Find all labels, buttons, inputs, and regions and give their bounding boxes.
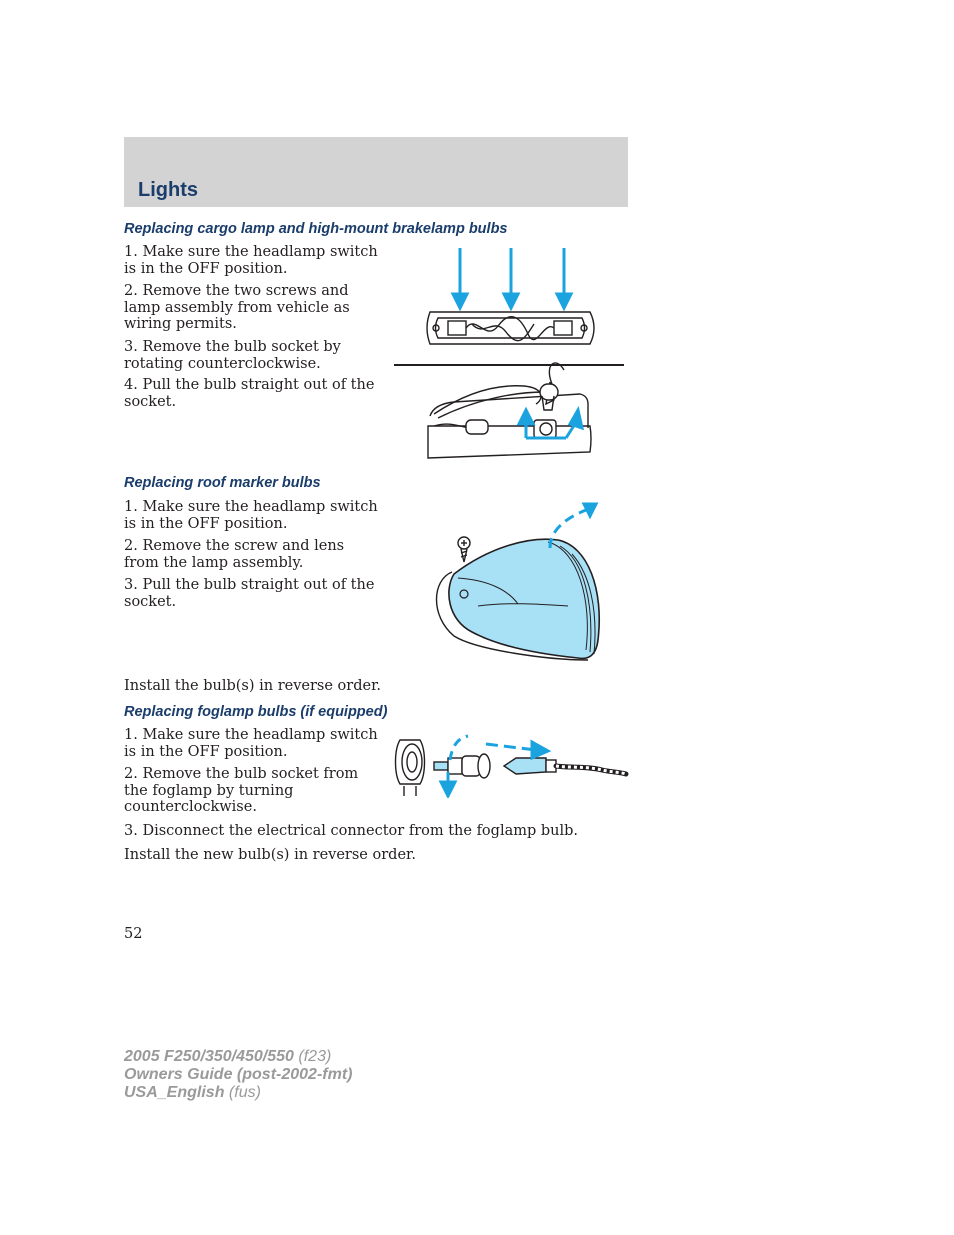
section-header-band [124, 137, 628, 207]
wiring-harness [556, 766, 626, 774]
foglamp-housing [396, 740, 425, 796]
foglamp-step-2: 2. Remove the bulb socket from the foglamp by turning counterclockwise. [124, 766, 359, 815]
screw-icon [458, 537, 470, 562]
cargo-lamp-heading: Replacing cargo lamp and high-mount brakelamp bulbs [124, 221, 508, 237]
foglamp-illustration [390, 726, 630, 798]
footer-language: USA_English [124, 1084, 225, 1101]
cargo-lamp-step-3: 3. Remove the bulb socket by rotating counterclockwise. [124, 339, 341, 372]
footer-guide: Owners Guide (post-2002-fmt) [124, 1066, 353, 1083]
cargo-lamp-step-1: 1. Make sure the headlamp switch is in the OFF position. [124, 244, 378, 277]
foglamp-bulb-socket [434, 754, 490, 778]
footer-line-1 [124, 1048, 352, 1066]
foglamp-step-3: 3. Disconnect the electrical connector from the foglamp bulb. [124, 823, 579, 839]
section-title: Lights [138, 179, 198, 201]
foglamp-closing: Install the new bulb(s) in reverse order. [124, 847, 416, 863]
footer-language-code: (fus) [228, 1084, 261, 1101]
page-number: 52 [124, 926, 143, 942]
electrical-connector [504, 758, 556, 774]
footer-model: 2005 F250/350/450/550 [124, 1048, 294, 1065]
footer-line-2 [124, 1066, 352, 1084]
roof-marker-closing: Install the bulb(s) in reverse order. [124, 678, 382, 694]
roof-marker-step-3: 3. Pull the bulb straight out of the socket. [124, 577, 375, 610]
cargo-lamp-illustration [394, 244, 628, 462]
cargo-lamp-step-4: 4. Pull the bulb straight out of the socket. [124, 377, 375, 410]
roof-marker-heading: Replacing roof marker bulbs [124, 475, 321, 491]
socket-assembly [428, 363, 591, 458]
roof-marker-step-2: 2. Remove the screw and lens from the lamp assembly. [124, 538, 345, 571]
document-footer [124, 1048, 352, 1102]
footer-line-3 [124, 1084, 352, 1102]
cargo-lamp-step-2: 2. Remove the two screws and lamp assembly from vehicle as wiring permits. [124, 283, 350, 332]
roof-marker-step-1: 1. Make sure the headlamp switch is in the OFF position. [124, 499, 378, 532]
lamp-housing [427, 312, 594, 344]
roof-marker-illustration [428, 500, 604, 664]
footer-model-code: (f23) [298, 1048, 332, 1065]
foglamp-heading: Replacing foglamp bulbs (if equipped) [124, 704, 388, 720]
screw-arrows [453, 248, 571, 308]
foglamp-step-1: 1. Make sure the headlamp switch is in the OFF position. [124, 727, 378, 760]
